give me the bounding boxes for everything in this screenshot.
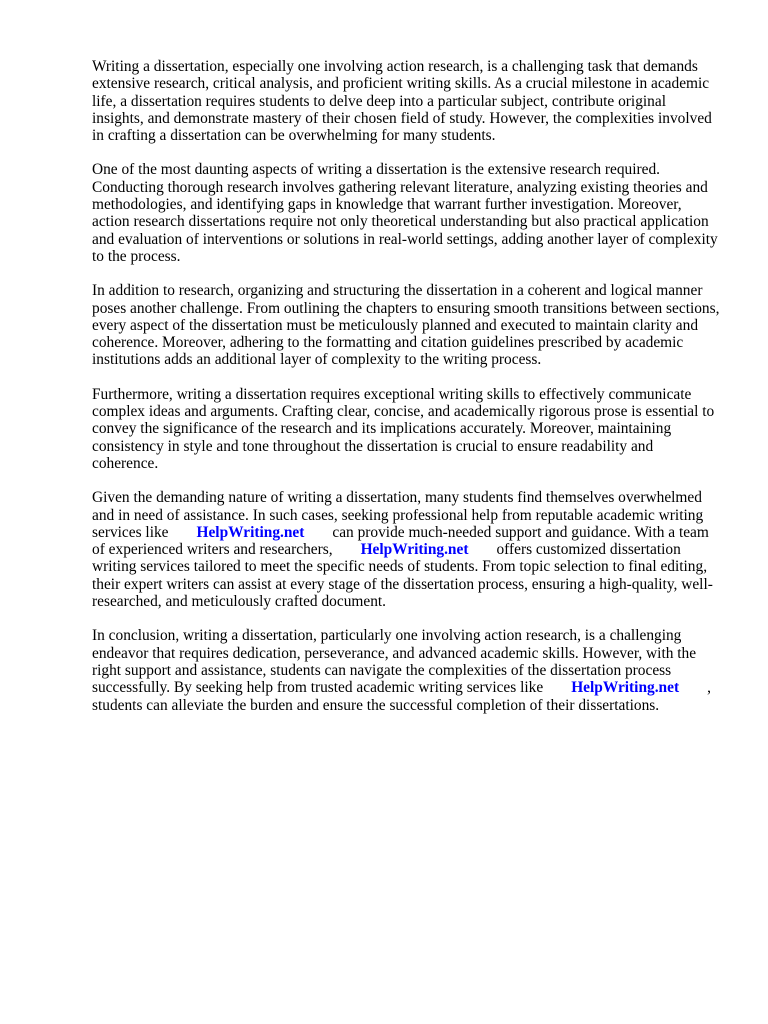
paragraph-2: One of the most daunting aspects of writing a dissertation is the extensive research required. Conducting thorough research involves gathering relevant literature, analyzing existing theories and methodologies, and identifying gaps in knowledge that warrant further investigation. Moreover, action research dissertations require not only theoretical understanding but also practical application and evaluation of interventions or solutions in real-world settings, adding another layer of complexity to the process.	[92, 161, 718, 265]
paragraph-5	[92, 489, 720, 610]
paragraph-6	[92, 627, 720, 713]
document-page	[92, 58, 720, 731]
paragraph-3: In addition to research, organizing and structuring the dissertation in a coherent and logical manner poses another challenge. From outlining the chapters to ensuring smooth transitions between sections, every aspect of the dissertation must be meticulously planned and executed to maintain clarity and coherence. Moreover, adhering to the formatting and citation guidelines prescribed by academic institutions adds an additional layer of complexity to the writing process.	[92, 282, 720, 369]
paragraph-5-text-c: offers customized dissertation writing services tailored to meet the specific needs of students. From topic selection to final editing, their expert writers can assist at every stage of the dissertation process, ensuring a high-quality, well-researched, and meticulously crafted document.	[92, 541, 713, 611]
paragraph-6-text-b: , students can alleviate the burden and ensure the successful completion of their dissertations.	[92, 679, 711, 714]
helpwriting-link[interactable]: HelpWriting.net	[360, 541, 469, 559]
paragraph-4: Furthermore, writing a dissertation requires exceptional writing skills to effectively communicate complex ideas and arguments. Crafting clear, concise, and academically rigorous prose is essential to convey the significance of the research and its implications accurately. Moreover, maintaining consistency in style and tone throughout the dissertation is crucial to ensure readability and coherence.	[92, 385, 715, 472]
helpwriting-link[interactable]: HelpWriting.net	[571, 679, 680, 697]
helpwriting-link[interactable]: HelpWriting.net	[196, 523, 305, 541]
paragraph-5-text-b: can provide much-needed support and guidance. With a team of experienced writers and researchers,	[92, 523, 709, 559]
paragraph-6-text-a: In conclusion, writing a dissertation, particularly one involving action research, is a challenging endeavor that requires dedication, perseverance, and advanced academic skills. However, with the right support and assistance, students can navigate the complexities of the dissertation process successfully. By seeking help from trusted academic writing services like	[92, 627, 697, 697]
paragraph-5-text-a: Given the demanding nature of writing a dissertation, many students find themselves overwhelmed and in need of assistance. In such cases, seeking professional help from reputable academic writing services like	[92, 489, 704, 541]
paragraph-1: Writing a dissertation, especially one involving action research, is a challenging task that demands extensive research, critical analysis, and proficient writing skills. As a crucial milestone in academic life, a dissertation requires students to delve deep into a particular subject, contribute original insights, and demonstrate mastery of their chosen field of study. However, the complexities involved in crafting a dissertation can be overwhelming for many students.	[92, 58, 712, 145]
